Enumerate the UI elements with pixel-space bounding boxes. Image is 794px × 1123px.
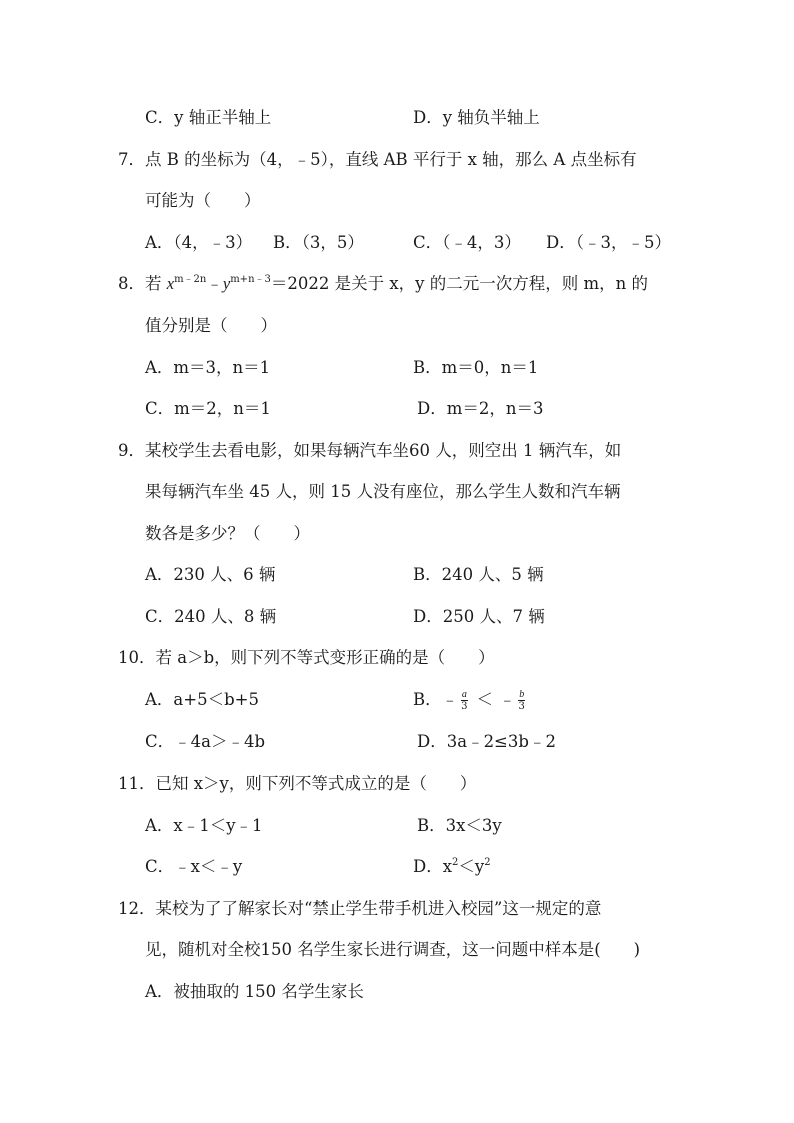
fraction-denominator: 3	[461, 700, 468, 712]
q9-stem-line1: 9．某校学生去看电影，如果每辆汽车坐60 人，则空出 1 辆汽车，如	[118, 441, 622, 460]
q6-option-d: D．y 轴负半轴上	[413, 108, 540, 127]
q8-minus: ﹣	[206, 274, 223, 293]
q8-option-b: B．m＝0，n＝1	[413, 358, 539, 377]
q10-option-b-label: B．	[413, 690, 442, 709]
q9-option-b: B．240 人、5 辆	[413, 565, 544, 584]
q11-stem: 11．已知 x＞y，则下列不等式成立的是（ ）	[118, 774, 477, 793]
q9-option-d: D．250 人、7 辆	[413, 607, 545, 626]
q10-option-b-neg1: ﹣	[441, 690, 459, 709]
q10-option-b-neg2: ﹣	[499, 690, 516, 709]
q10-option-a: A．a+5＜b+5	[145, 690, 259, 709]
q8-exponent-2: m+n﹣3	[230, 274, 271, 285]
q8-var-y: y	[222, 274, 231, 293]
q10-option-b	[413, 681, 528, 719]
fraction-a-over-3	[460, 689, 468, 712]
q8-stem-line1	[118, 274, 648, 294]
q7-stem-line2: 可能为（ ）	[145, 191, 261, 210]
q7-option-a: A．（4，﹣3）	[145, 233, 253, 252]
q11-option-d-sup1: 2	[452, 857, 459, 868]
q12-stem-line1: 12．某校为了了解家长对“禁止学生带手机进入校园”这一规定的意	[118, 899, 602, 918]
q11-option-a: A．x﹣1＜y﹣1	[145, 816, 263, 835]
q8-exponent-1: m﹣2n	[174, 274, 207, 285]
q11-option-d-mid: ＜y	[458, 857, 485, 876]
q8-var-x: x	[166, 274, 175, 293]
q11-option-d-sup2: 2	[484, 857, 491, 868]
fraction-numerator: b	[519, 688, 525, 700]
q11-option-b: B．3x＜3y	[417, 816, 502, 835]
q10-option-b-lt: ＜	[476, 690, 494, 709]
q8-suffix: ＝2022 是关于 x，y 的二元一次方程，则 m，n 的	[270, 274, 648, 293]
q8-option-a: A．m＝3，n＝1	[145, 358, 271, 377]
q10-option-d: D．3a﹣2≤3b﹣2	[417, 732, 556, 751]
q11-option-d-prefix: D．x	[413, 857, 453, 876]
q9-option-c: C．240 人、8 辆	[145, 607, 277, 626]
q12-stem-line2: 见，随机对全校150 名学生家长进行调查，这一问题中样本是( )	[145, 940, 641, 959]
q10-option-c: C．﹣4a＞﹣4b	[145, 732, 266, 751]
q6-option-c: C．y 轴正半轴上	[145, 108, 272, 127]
q8-stem-line2: 值分别是（ ）	[145, 316, 277, 335]
q8-prefix: 8．若	[118, 274, 167, 293]
q7-option-d: D．（﹣3，﹣5）	[546, 233, 671, 252]
fraction-denominator: 3	[518, 700, 525, 712]
q9-option-a: A．230 人、6 辆	[145, 565, 276, 584]
q11-option-c: C．﹣x＜﹣y	[145, 857, 243, 876]
q7-option-b: B．（3，5）	[273, 233, 364, 252]
q10-stem: 10．若 a＞b，则下列不等式变形正确的是（ ）	[118, 648, 495, 667]
q9-stem-line3: 数各是多少？（ ）	[145, 524, 310, 543]
q7-stem-line1: 7．点 B 的坐标为（4，﹣5），直线 AB 平行于 x 轴，那么 A 点坐标有	[118, 150, 637, 169]
fraction-numerator: a	[461, 688, 467, 700]
q9-stem-line2: 果每辆汽车坐 45 人，则 15 人没有座位，那么学生人数和汽车辆	[145, 482, 621, 501]
q7-option-c: C．（﹣4，3）	[413, 233, 521, 252]
q8-option-d: D．m＝2，n＝3	[417, 399, 544, 418]
fraction-b-over-3	[518, 689, 526, 712]
q11-option-d	[413, 857, 491, 877]
q8-option-c: C．m＝2，n＝1	[145, 399, 271, 418]
q12-option-a: A．被抽取的 150 名学生家长	[145, 982, 364, 1001]
